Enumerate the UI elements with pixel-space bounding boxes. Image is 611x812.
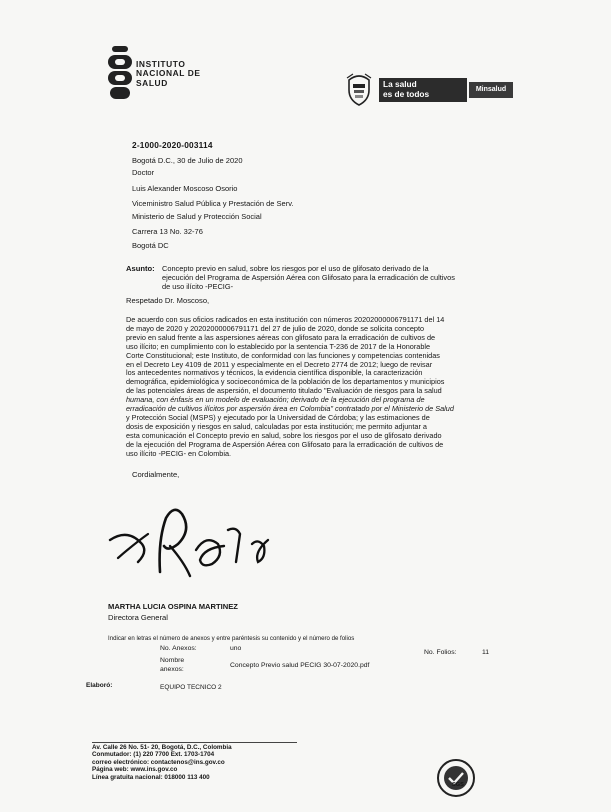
slogan-badge: [379, 78, 467, 102]
footer-email: correo electrónico: contactenos@ins.gov.co: [92, 758, 225, 766]
letter-body: [126, 316, 504, 459]
body-line: demográfica, epidemiológica y socioeconómica de la población de los departamentos y municipios: [126, 377, 445, 387]
subject-line: de uso ilícito -PECIG-: [162, 282, 234, 292]
institution-name: [136, 60, 201, 88]
body-line: dosis de exposición y riesgos en salud, calculadas por esta institución; me permito adjuntar a: [126, 421, 427, 431]
annex-name-value: Concepto Previo salud PECIG 30-07-2020.pdf: [230, 662, 370, 669]
body-line: uso ilícito; en cumplimiento con lo establecido por la sentencia T-236 de 2017 de la Honorable: [126, 341, 431, 351]
folios-label: No. Folios:: [424, 649, 457, 656]
recipient-name: Luis Alexander Moscoso Osorio: [132, 184, 238, 193]
institution-name-line-1: INSTITUTO: [136, 59, 186, 69]
annex-name-label-1: Nombre: [160, 657, 185, 664]
salutation-title: Doctor: [132, 168, 155, 177]
footer-divider: [92, 742, 297, 743]
institution-name-line-3: SALUD: [136, 77, 168, 88]
body-line: esta comunicación el Concepto previo en salud, sobre los riesgos por el uso de glifosato derivado: [126, 430, 442, 440]
footer-hotline: Línea gratuita nacional: 018000 113 400: [92, 773, 210, 781]
prepared-by-value: EQUIPO TECNICO 2: [160, 684, 222, 691]
body-line: Corte Constitucional; este Instituto, de conformidad con las funciones y competencias contenidas: [126, 350, 440, 360]
handwritten-signature: [108, 500, 288, 585]
government-header: [345, 72, 513, 106]
body-line: de las potenciales áreas de aspersión, el documento titulado "Evaluación de riesgos para la salud: [126, 386, 442, 396]
footer-address: Av. Calle 26 No. 51- 20, Bogotá, D.C., Colombia: [92, 744, 232, 751]
ins-logo-icon: [108, 46, 132, 100]
footer-contact: [92, 744, 312, 781]
body-line: los antecedentes normativos y técnicos, la evidencia científica disponible, la caracterización: [126, 368, 423, 378]
subject-line: Concepto previo en salud, sobre los riesgos por el uso de glifosato derivado de la: [162, 264, 429, 273]
place-date: Bogotá D.C., 30 de Julio de 2020: [132, 156, 243, 165]
prepared-by-label: Elaboró:: [86, 682, 113, 689]
slogan-line-2: es de todos: [383, 88, 430, 99]
body-line: De acuerdo con sus oficios radicados en esta institución con números 20202000006791171 del 14: [126, 315, 445, 324]
subject-line: ejecución del Programa de Aspersión Aérea con Glifosato para la erradicación de cultivos: [162, 273, 455, 283]
body-line: erradicación de cultivos ilícitos por aspersión área en Colombia" contratado por el Ministerio de Salud: [126, 404, 454, 414]
coat-of-arms-icon: [345, 72, 373, 106]
body-line: previo en salud frente a las aspersiones aéreas con glifosato para la erradicación de cultivos de: [126, 332, 436, 342]
annex-name-label-2: anexos:: [160, 666, 184, 673]
closing: Cordialmente,: [132, 470, 180, 479]
certification-seal-icon: [436, 758, 476, 798]
institution-name-line-2: NACIONAL DE: [136, 68, 201, 79]
signer-title: Directora General: [108, 613, 168, 622]
body-line: en el Decreto Ley 4109 de 2011 y especialmente en el Decreto 2774 de 2012; luego de revisar: [126, 359, 433, 369]
recipient-position: Viceministro Salud Pública y Prestación de Serv.: [132, 199, 294, 208]
ins-logo: [108, 46, 218, 104]
signer-name: MARTHA LUCIA OSPINA MARTINEZ: [108, 602, 238, 611]
body-line: humana, con énfasis en un modelo de evaluación; derivado de la ejecución del programa de: [126, 395, 425, 405]
greeting: Respetado Dr. Moscoso,: [126, 296, 210, 305]
annex-count-label: No. Anexos:: [160, 645, 197, 652]
certification-label: SGS: [452, 782, 464, 788]
footer-phone: Conmutador: (1) 220 7700 Ext. 1703-1704: [92, 751, 215, 759]
subject-text: [162, 264, 504, 291]
slogan-line-1: La salud: [383, 79, 417, 89]
body-line: de mayo de 2020 y 20202000006791171 del 27 de julio de 2020, donde se solicita concepto: [126, 323, 425, 333]
body-line: y Protección Social (MSPS) y ejecutado por la Universidad de Córdoba; y las estimaciones de: [126, 412, 430, 422]
folios-value: 11: [482, 649, 490, 656]
subject-label: Asunto:: [126, 264, 155, 273]
document-reference: 2-1000-2020-003114: [132, 140, 213, 150]
recipient-city: Bogotá DC: [132, 241, 169, 250]
footer-website: Página web: www.ins.gov.co: [92, 766, 178, 774]
recipient-address: Carrera 13 No. 32-76: [132, 227, 203, 236]
recipient-entity: Ministerio de Salud y Protección Social: [132, 212, 262, 221]
annex-instruction: Indicar en letras el número de anexos y entre paréntesis su contenido y el número de folios: [108, 635, 355, 642]
ministry-badge: Minsalud: [469, 82, 513, 98]
body-line: uso ilícito -PECIG- en Colombia.: [126, 448, 232, 458]
body-line: de la ejecución del Programa de Aspersión Aérea con Glifosato para la erradicación de cultivos de: [126, 439, 444, 449]
annex-count-value: uno: [230, 645, 242, 652]
